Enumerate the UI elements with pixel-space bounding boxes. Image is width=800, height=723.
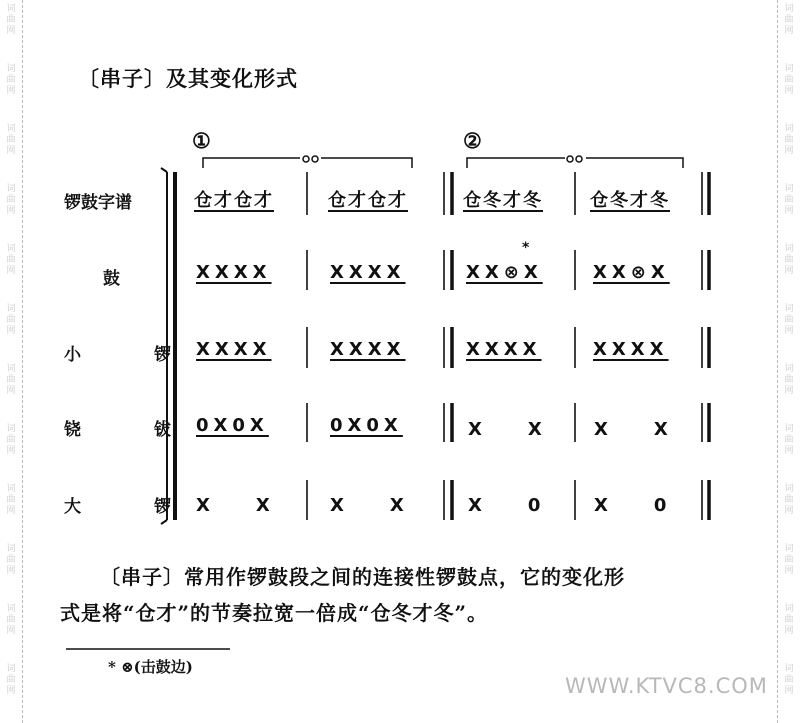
cymbals-cell: X X (468, 419, 556, 440)
side-watermark-stack: 词 曲 网 (6, 184, 16, 216)
side-watermark-stack: 词 曲 网 (6, 604, 16, 636)
notation-cell: 仓才仓才 (194, 190, 274, 211)
notation-cell: 仓冬才冬 (463, 190, 543, 211)
row-label-cymbals: 铙 钹 (64, 420, 199, 440)
row-label-small-gong: 小 锣 (64, 345, 199, 365)
side-watermark-stack: 词 曲 网 (784, 64, 794, 96)
side-watermark-stack: 词 曲 网 (6, 244, 16, 276)
cymbals-cell: 0X0X (196, 415, 269, 436)
accent-asterisk: * (522, 240, 532, 256)
section-number-1: ① (192, 128, 211, 153)
paragraph-line-2: 式是将“仓才”的节奏拉宽一倍成“仓冬才冬”。 (60, 601, 489, 625)
side-watermark-stack: 词 曲 网 (6, 364, 16, 396)
section-number-2: ② (463, 128, 482, 153)
side-watermark-stack: 词 曲 网 (6, 4, 16, 36)
big-gong-cell: X 0 (594, 495, 681, 516)
side-watermark-stack: 词 曲 网 (784, 604, 794, 636)
small-gong-cell: XXXX (466, 339, 542, 360)
big-gong-cell: X 0 (468, 495, 555, 516)
side-watermark-stack: 词 曲 网 (784, 664, 794, 696)
side-watermark-stack: 词 曲 网 (6, 484, 16, 516)
notation-cell: 仓才仓才 (328, 190, 408, 211)
side-watermark-stack: 词 曲 网 (6, 64, 16, 96)
side-watermark-stack: 词 曲 网 (784, 124, 794, 156)
side-watermark-stack: 词 曲 网 (784, 364, 794, 396)
side-watermark-stack: 词 曲 网 (6, 664, 16, 696)
page-title: 〔串子〕及其变化形式 (78, 66, 298, 91)
side-watermark-stack: 词 曲 网 (784, 424, 794, 456)
side-watermark-stack: 词 曲 网 (784, 244, 794, 276)
row-label-drum: 鼓 (103, 269, 120, 289)
drum-cell: XXXX (330, 262, 406, 283)
cymbals-cell: X X (594, 419, 682, 440)
big-gong-cell: X X (330, 495, 418, 516)
side-watermark-stack: 词 曲 网 (784, 184, 794, 216)
row-label-notation: 锣鼓字谱 (64, 193, 132, 213)
notation-cell: 仓冬才冬 (590, 190, 670, 211)
paragraph-line-1: 〔串子〕常用作锣鼓段之间的连接性锣鼓点，它的变化形 (100, 565, 625, 589)
side-watermark-stack: 词 曲 网 (784, 484, 794, 516)
side-watermark-stack: 词 曲 网 (6, 304, 16, 336)
small-gong-cell: XXXX (593, 339, 669, 360)
drum-cell: XX⊗X (466, 262, 543, 283)
drum-cell: XX⊗X (593, 262, 670, 283)
side-watermark-stack: 词 曲 网 (784, 4, 794, 36)
small-gong-cell: XXXX (330, 339, 406, 360)
small-gong-cell: XXXX (196, 339, 272, 360)
side-watermark-stack: 词 曲 网 (6, 544, 16, 576)
side-watermark-stack: 词 曲 网 (784, 544, 794, 576)
drum-cell: XXXX (196, 262, 272, 283)
side-watermark-stack: 词 曲 网 (6, 124, 16, 156)
footnote: * ⊗(击鼓边) (108, 658, 193, 676)
cymbals-cell: 0X0X (330, 415, 403, 436)
site-watermark: WWW.KTVC8.COM (565, 674, 768, 698)
side-watermark-stack: 词 曲 网 (6, 424, 16, 456)
side-watermark-stack: 词 曲 网 (784, 304, 794, 336)
row-label-big-gong: 大 锣 (64, 497, 199, 517)
big-gong-cell: X X (196, 495, 284, 516)
